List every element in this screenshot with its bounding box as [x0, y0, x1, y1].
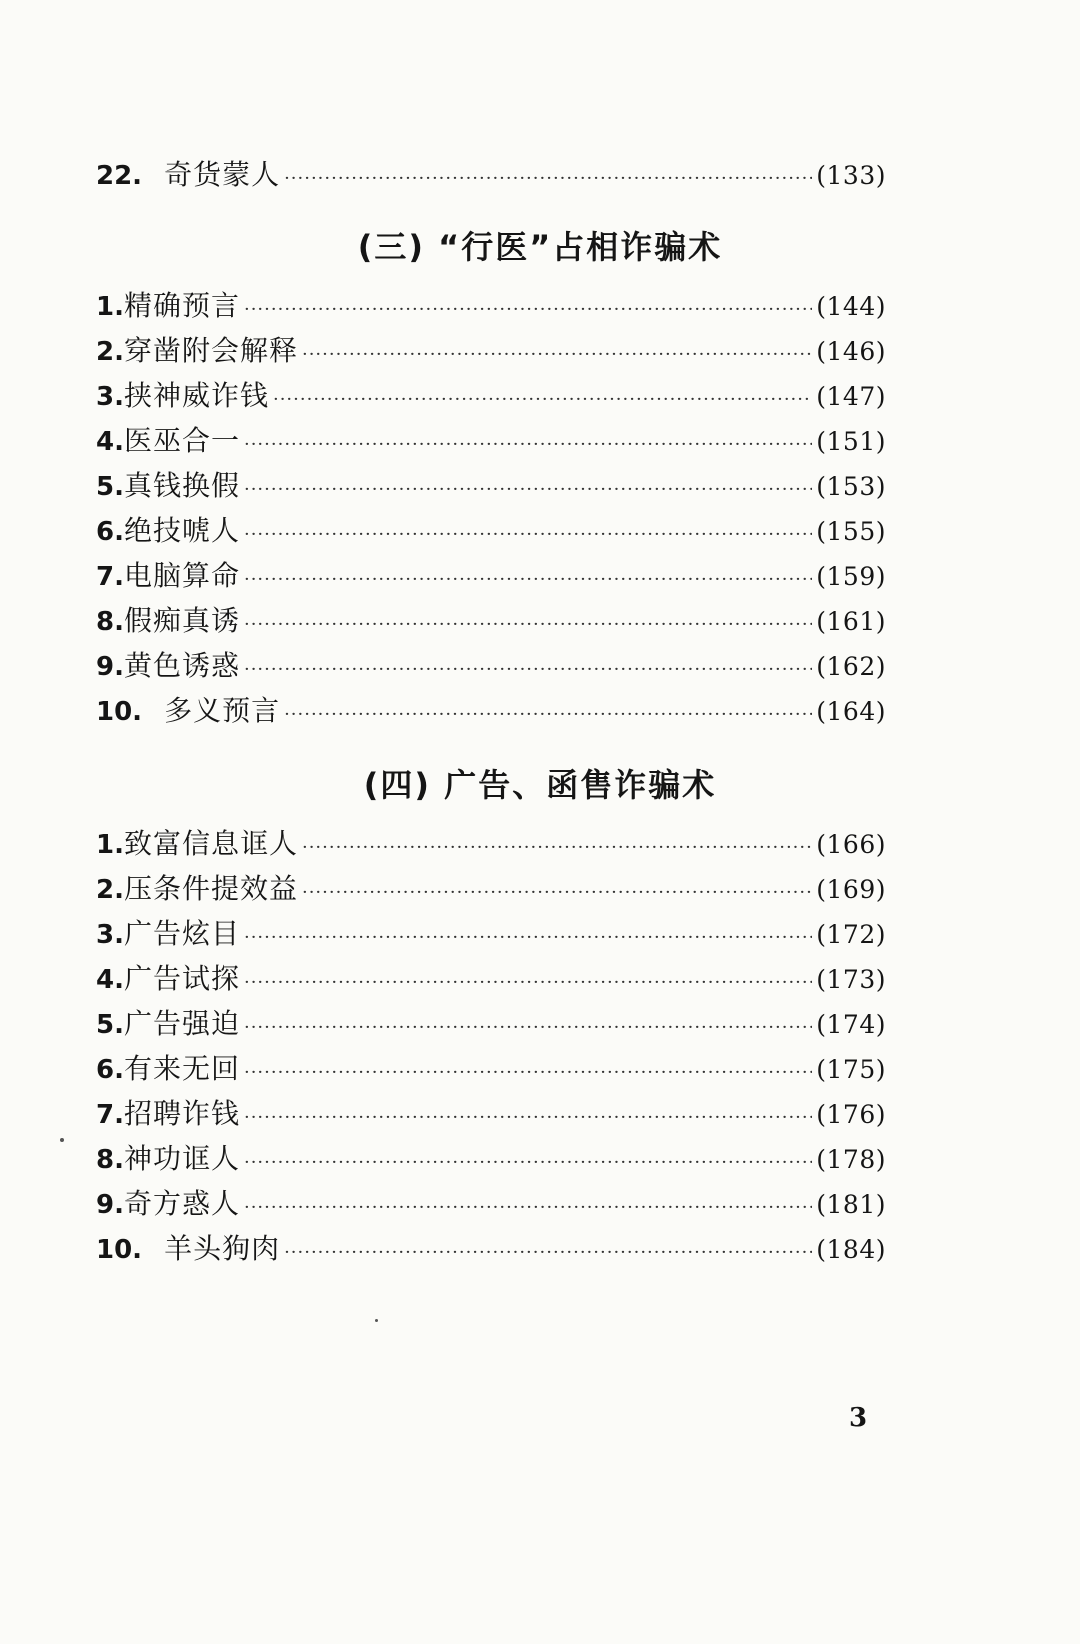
scan-speck	[375, 1319, 378, 1322]
entry-title: 神功诓人	[123, 1142, 240, 1175]
entry-number: 6.	[96, 517, 124, 547]
dot-leader	[244, 569, 812, 590]
entry-page: (181)	[816, 1190, 886, 1219]
entry-title: 真钱换假	[123, 469, 240, 502]
entry-page: (159)	[816, 562, 886, 591]
toc-entry	[96, 1092, 886, 1132]
toc-entry	[96, 1182, 886, 1222]
entry-title: 羊头狗肉	[164, 1232, 281, 1265]
entry-title: 广告试探	[123, 962, 240, 995]
dot-leader	[302, 344, 812, 365]
entry-number: 7.	[96, 1100, 124, 1130]
dot-leader	[244, 1062, 812, 1083]
page-number: 3	[849, 1403, 868, 1433]
entry-title: 精确预言	[123, 289, 240, 322]
entry-page: (161)	[816, 607, 886, 636]
dot-leader	[302, 837, 812, 858]
toc-entry	[96, 599, 886, 639]
toc-entry	[96, 329, 886, 369]
entry-page: (169)	[816, 875, 886, 904]
entry-page: (133)	[816, 161, 886, 190]
entry-page: (151)	[816, 427, 886, 456]
entry-number: 6.	[96, 1055, 124, 1085]
entry-page: (144)	[816, 292, 886, 321]
entry-number: 5.	[96, 1010, 124, 1040]
entry-number: 5.	[96, 472, 124, 502]
dot-leader	[244, 479, 812, 500]
toc-entry	[96, 822, 886, 862]
entry-title: 多义预言	[164, 694, 281, 727]
entry-title: 绝技唬人	[123, 514, 240, 547]
entry-number: 1.	[96, 292, 124, 322]
entry-title: 电脑算命	[123, 559, 240, 592]
entry-title: 有来无回	[123, 1052, 240, 1085]
entry-number: 10.	[96, 697, 143, 727]
entry-page: (146)	[816, 337, 886, 366]
entry-page: (166)	[816, 830, 886, 859]
entry-page: (147)	[816, 382, 886, 411]
entry-page: (155)	[816, 517, 886, 546]
dot-leader	[302, 882, 812, 903]
entry-number: 3.	[96, 382, 124, 412]
toc-entry	[96, 1047, 886, 1087]
entry-page: (178)	[816, 1145, 886, 1174]
toc-entry	[96, 464, 886, 504]
dot-leader	[244, 524, 812, 545]
entry-number: 4.	[96, 965, 124, 995]
entry-number: 8.	[96, 1145, 124, 1175]
dot-leader	[284, 704, 812, 725]
entry-number: 2.	[96, 875, 124, 905]
dot-leader	[244, 927, 812, 948]
entry-page: (172)	[816, 920, 886, 949]
toc-entry	[96, 867, 886, 907]
toc-entry	[96, 912, 886, 952]
entry-title: 招聘诈钱	[123, 1097, 240, 1130]
toc-entry	[96, 374, 886, 414]
entry-page: (162)	[816, 652, 886, 681]
entry-title: 奇方惑人	[123, 1187, 240, 1220]
dot-leader	[244, 614, 812, 635]
dot-leader	[244, 972, 812, 993]
entry-title: 致富信息诓人	[123, 827, 298, 860]
scan-speck	[60, 1138, 64, 1142]
dot-leader	[284, 168, 812, 189]
toc-entry	[96, 153, 886, 193]
toc-entry	[96, 1002, 886, 1042]
section-heading: (三) “行医”占相诈骗术	[357, 228, 723, 266]
entry-title: 医巫合一	[123, 424, 240, 457]
section-heading: (四) 广告、函售诈骗术	[363, 766, 717, 804]
entry-title: 广告炫目	[123, 917, 240, 950]
dot-leader	[273, 389, 812, 410]
toc-entry	[96, 957, 886, 997]
entry-title: 穿凿附会解释	[123, 334, 298, 367]
entry-number: 3.	[96, 920, 124, 950]
dot-leader	[244, 1107, 812, 1128]
toc-entry	[96, 689, 886, 729]
entry-page: (173)	[816, 965, 886, 994]
entry-title: 广告强迫	[123, 1007, 240, 1040]
dot-leader	[244, 1197, 812, 1218]
dot-leader	[244, 299, 812, 320]
entry-number: 9.	[96, 1190, 124, 1220]
entry-number: 8.	[96, 607, 124, 637]
toc-entry	[96, 284, 886, 324]
entry-page: (174)	[816, 1010, 886, 1039]
entry-number: 4.	[96, 427, 124, 457]
toc-entry	[96, 554, 886, 594]
entry-page: (164)	[816, 697, 886, 726]
dot-leader	[244, 434, 812, 455]
entry-title: 压条件提效益	[123, 872, 298, 905]
entry-number: 7.	[96, 562, 124, 592]
entry-page: (184)	[816, 1235, 886, 1264]
toc-entry	[96, 1227, 886, 1267]
entry-title: 挟神威诈钱	[123, 379, 269, 412]
entry-page: (175)	[816, 1055, 886, 1084]
toc-entry	[96, 419, 886, 459]
dot-leader	[244, 659, 812, 680]
dot-leader	[244, 1152, 812, 1173]
entry-title: 奇货蒙人	[164, 158, 281, 191]
entry-title: 假痴真诱	[123, 604, 240, 637]
entry-number: 2.	[96, 337, 124, 367]
entry-number: 1.	[96, 830, 124, 860]
toc-entry	[96, 509, 886, 549]
entry-number: 10.	[96, 1235, 143, 1265]
entry-number: 9.	[96, 652, 124, 682]
toc-entry	[96, 1137, 886, 1177]
entry-number: 22.	[96, 161, 143, 191]
entry-title: 黄色诱惑	[123, 649, 240, 682]
dot-leader	[244, 1017, 812, 1038]
dot-leader	[284, 1242, 812, 1263]
toc-entry	[96, 644, 886, 684]
entry-page: (176)	[816, 1100, 886, 1129]
entry-page: (153)	[816, 472, 886, 501]
